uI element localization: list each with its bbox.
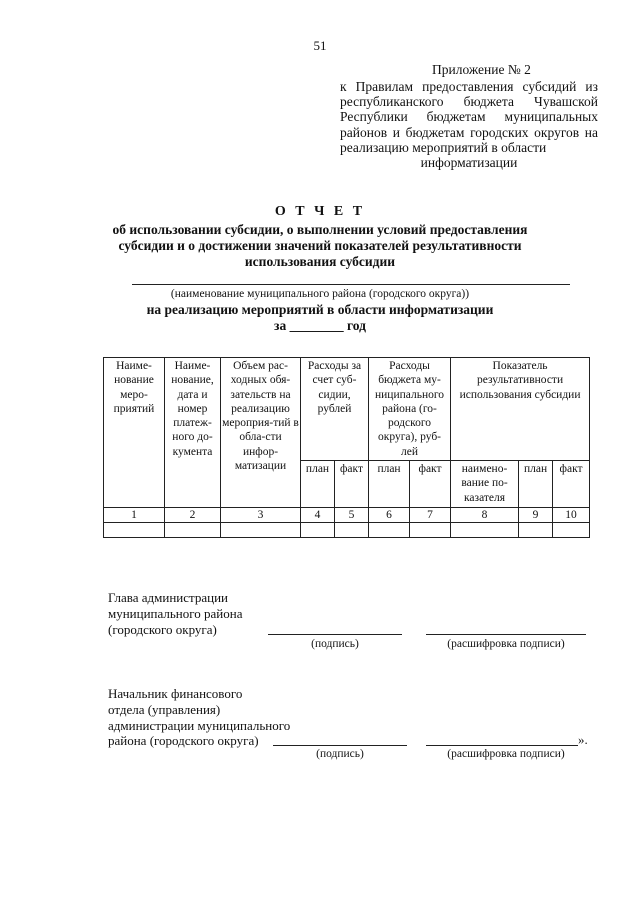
column-number: 4	[301, 508, 335, 523]
district-caption: (наименование муниципального района (городского округа))	[170, 288, 470, 300]
subheader-cell: план	[369, 461, 410, 508]
column-number: 8	[451, 508, 519, 523]
column-number: 10	[553, 508, 590, 523]
column-number: 5	[335, 508, 369, 523]
appendix-body-text: к Правилам предоставления субсидий из республиканского бюджета Чувашской Республики бюджетам муниципальных районов и бюджетам городских округов на реализацию мероприятий в области	[340, 79, 598, 155]
appendix-body	[340, 79, 598, 170]
district-fill-line	[132, 284, 570, 285]
subheader-cell: факт	[335, 461, 369, 508]
signature-title-line: отдела (управления)	[108, 701, 221, 717]
signature-line	[268, 634, 402, 635]
finance-signature-title	[108, 686, 290, 749]
table-cell	[553, 523, 590, 538]
decoding-line	[426, 745, 578, 746]
table-cell	[519, 523, 553, 538]
appendix-title: Приложение № 2	[432, 62, 531, 77]
column-number: 6	[369, 508, 410, 523]
header-cell: Расходы бюджета му-ниципального района (го-родского округа), руб-лей	[369, 358, 451, 461]
table-row	[104, 508, 590, 523]
signature-title-line: Начальник финансового	[108, 686, 243, 701]
table-row	[104, 523, 590, 538]
signature-title-line: муниципального района	[108, 605, 243, 621]
closing-quote: ».	[578, 732, 588, 747]
decoding-line	[426, 634, 586, 635]
appendix-last-word: информатизации	[420, 155, 518, 171]
column-number: 9	[519, 508, 553, 523]
page-number: 51	[313, 38, 327, 53]
table-cell	[451, 523, 519, 538]
table-cell	[221, 523, 301, 538]
header-cell: Показатель результативности использования субсидии	[451, 358, 590, 461]
subheader-cell: план	[301, 461, 335, 508]
signature-line	[273, 745, 407, 746]
table-cell	[335, 523, 369, 538]
subheader-cell: план	[519, 461, 553, 508]
table-cell	[165, 523, 221, 538]
report-subtitle-line: субсидии и о достижении значений показателей результативности	[118, 238, 522, 253]
report-subtitle-line: использования субсидии	[244, 254, 396, 269]
table-cell	[369, 523, 410, 538]
table-cell	[104, 523, 165, 538]
column-number: 3	[221, 508, 301, 523]
column-number: 1	[104, 508, 165, 523]
signature-title-line: (городского округа)	[108, 621, 217, 637]
header-cell: Объем рас-ходных обя-зательств на реализацию мероприя-тий в обла-сти инфор-матизации	[221, 358, 301, 508]
column-number: 2	[165, 508, 221, 523]
subheader-cell: факт	[553, 461, 590, 508]
subheader-cell: факт	[410, 461, 451, 508]
decoding-caption: (расшифровка подписи)	[447, 638, 565, 650]
header-cell: Расходы за счет суб-сидии, рублей	[301, 358, 369, 461]
signature-title-line: администрации муниципального	[108, 717, 291, 733]
report-table	[103, 357, 590, 538]
table-header-row	[104, 358, 590, 461]
table-cell	[410, 523, 451, 538]
signature-caption: (подпись)	[311, 638, 359, 650]
signature-title-line: района (городского округа)	[108, 733, 259, 749]
header-cell: Наиме-нование, дата и номер платеж-ного до-кумента	[165, 358, 221, 508]
header-cell: Наиме-нование меро-приятий	[104, 358, 165, 508]
head-signature-title	[108, 590, 242, 637]
subheader-cell: наимено-вание по-казателя	[451, 461, 519, 508]
report-subtitle-line: об использовании субсидии, о выполнении условий предоставления	[112, 222, 528, 237]
column-number: 7	[410, 508, 451, 523]
report-period: за ________ год	[274, 318, 366, 333]
report-purpose: на реализацию мероприятий в области информатизации	[146, 302, 494, 317]
table-cell	[301, 523, 335, 538]
signature-caption: (подпись)	[316, 748, 364, 760]
report-title: О Т Ч Е Т	[274, 204, 366, 219]
decoding-caption: (расшифровка подписи)	[447, 748, 565, 760]
signature-title-line: Глава администрации	[108, 590, 229, 605]
